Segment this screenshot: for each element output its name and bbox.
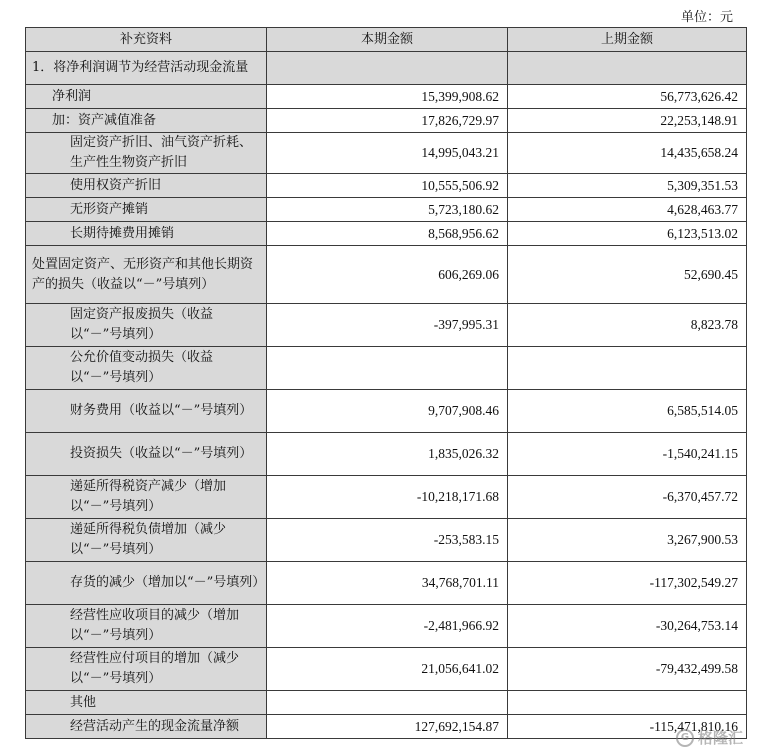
row-previous-amount: 6,123,513.02 (508, 222, 747, 246)
row-current-amount: 9,707,908.46 (267, 390, 508, 433)
header-previous-period: 上期金额 (508, 28, 747, 52)
row-current-amount: -2,481,966.92 (267, 605, 508, 648)
row-label: 固定资产报废损失（收益以“－”号填列） (26, 304, 267, 347)
row-previous-amount: -6,370,457.72 (508, 476, 747, 519)
table-row (26, 347, 747, 390)
row-label: 固定资产折旧、油气资产折耗、生产性生物资产折旧 (26, 133, 267, 174)
table-row (26, 109, 747, 133)
row-label: 无形资产摊销 (26, 198, 267, 222)
row-previous-amount: -30,264,753.14 (508, 605, 747, 648)
row-previous-amount: 14,435,658.24 (508, 133, 747, 174)
row-current-amount (267, 691, 508, 715)
watermark-brand: 格隆汇 (697, 729, 743, 747)
row-label: 财务费用（收益以“－”号填列） (26, 390, 267, 433)
row-current-amount (267, 347, 508, 390)
row-label: 其他 (26, 691, 267, 715)
row-current-amount: 21,056,641.02 (267, 648, 508, 691)
row-current-amount: 10,555,506.92 (267, 174, 508, 198)
row-label: 经营活动产生的现金流量净额 (26, 715, 267, 739)
row-previous-amount: -79,432,499.58 (508, 648, 747, 691)
table-row (26, 519, 747, 562)
table-row (26, 198, 747, 222)
table-row (26, 222, 747, 246)
watermark-logo-icon: G (676, 729, 694, 747)
table-row (26, 174, 747, 198)
table-row (26, 562, 747, 605)
row-label: 经营性应收项目的减少（增加以“－”号填列） (26, 605, 267, 648)
table-row (26, 304, 747, 347)
section-title: 1．将净利润调节为经营活动现金流量 (26, 52, 267, 85)
row-previous-amount: 22,253,148.91 (508, 109, 747, 133)
table-row (26, 715, 747, 739)
row-previous-amount: 6,585,514.05 (508, 390, 747, 433)
table-header-row (26, 28, 747, 52)
table-row (26, 605, 747, 648)
row-previous-amount (508, 347, 747, 390)
row-current-amount: -10,218,171.68 (267, 476, 508, 519)
header-current-period: 本期金额 (267, 28, 508, 52)
row-label: 处置固定资产、无形资产和其他长期资产的损失（收益以“－”号填列） (26, 246, 267, 304)
table-row (26, 648, 747, 691)
row-previous-amount: 56,773,626.42 (508, 85, 747, 109)
row-previous-amount: -1,540,241.15 (508, 433, 747, 476)
row-current-amount: 14,995,043.21 (267, 133, 508, 174)
row-label: 净利润 (26, 85, 267, 109)
row-previous-amount: 52,690.45 (508, 246, 747, 304)
unit-label: 单位：元 (680, 10, 733, 25)
header-supplementary-info: 补充资料 (26, 28, 267, 52)
row-current-amount: 34,768,701.11 (267, 562, 508, 605)
row-current-amount: 15,399,908.62 (267, 85, 508, 109)
table-row (26, 691, 747, 715)
row-current-amount: 17,826,729.97 (267, 109, 508, 133)
row-current-amount: 606,269.06 (267, 246, 508, 304)
row-current-amount: 5,723,180.62 (267, 198, 508, 222)
row-label: 使用权资产折旧 (26, 174, 267, 198)
row-previous-amount: 5,309,351.53 (508, 174, 747, 198)
row-previous-amount: 3,267,900.53 (508, 519, 747, 562)
row-label: 递延所得税资产减少（增加以“－”号填列） (26, 476, 267, 519)
row-current-amount: 127,692,154.87 (267, 715, 508, 739)
row-current-amount: 1,835,026.32 (267, 433, 508, 476)
row-label: 长期待摊费用摊销 (26, 222, 267, 246)
table-row (26, 390, 747, 433)
row-label: 加：资产减值准备 (26, 109, 267, 133)
row-label: 存货的减少（增加以“－”号填列） (26, 562, 267, 605)
row-previous-amount: -115,471,810.16 (508, 715, 747, 739)
table-row (26, 433, 747, 476)
row-label: 投资损失（收益以“－”号填列） (26, 433, 267, 476)
section-current-cell (267, 52, 508, 85)
row-label: 公允价值变动损失（收益以“－”号填列） (26, 347, 267, 390)
row-previous-amount: 8,823.78 (508, 304, 747, 347)
table-row (26, 85, 747, 109)
row-current-amount: 8,568,956.62 (267, 222, 508, 246)
table-row (26, 476, 747, 519)
row-label: 递延所得税负债增加（减少以“－”号填列） (26, 519, 267, 562)
table-row (26, 246, 747, 304)
cash-flow-supplement-table (25, 27, 747, 739)
row-current-amount: -397,995.31 (267, 304, 508, 347)
watermark (676, 727, 743, 748)
row-previous-amount: 4,628,463.77 (508, 198, 747, 222)
section-previous-cell (508, 52, 747, 85)
row-label: 经营性应付项目的增加（减少以“－”号填列） (26, 648, 267, 691)
section-row (26, 52, 747, 85)
row-current-amount: -253,583.15 (267, 519, 508, 562)
row-previous-amount (508, 691, 747, 715)
table-row (26, 133, 747, 174)
row-previous-amount: -117,302,549.27 (508, 562, 747, 605)
